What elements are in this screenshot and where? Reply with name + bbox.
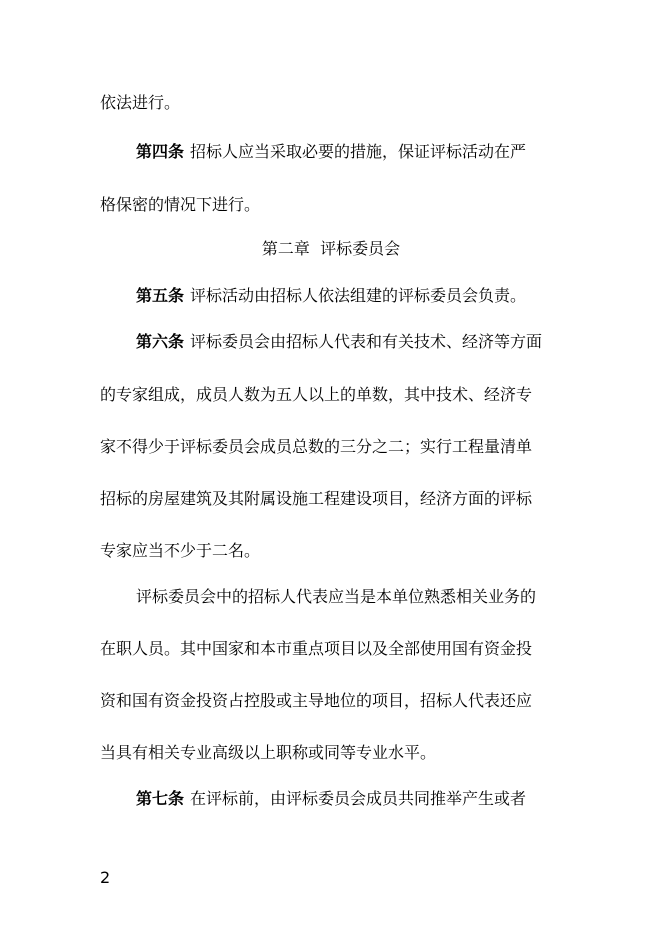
text-line-10 (100, 541, 260, 561)
article-number: 第六条 (136, 332, 185, 351)
chapter-title: 第二章 评标委员会 (261, 239, 401, 258)
line-text: 招标人应当采取必要的措施，保证评标活动在严 (190, 142, 527, 161)
text-line-3 (100, 195, 260, 215)
line-text: 在职人员。其中国家和本市重点项目以及全部使用国有资金投 (100, 639, 533, 658)
page-number: 2 (100, 868, 111, 887)
text-line-1 (100, 93, 180, 113)
article-6-line (136, 332, 542, 352)
article-number: 第四条 (136, 142, 185, 161)
text-line-14 (100, 743, 436, 763)
line-text: 依法进行。 (100, 93, 181, 112)
chapter-heading (0, 239, 662, 259)
line-text: 资和国有资金投资占控股或主导地位的项目，招标人代表还应 (100, 691, 533, 710)
text-line-8 (100, 437, 532, 457)
article-5-line (136, 286, 526, 306)
article-7-line (136, 789, 526, 809)
line-text: 当具有相关专业高级以上职称或同等专业水平。 (100, 743, 437, 762)
line-text: 的专家组成，成员人数为五人以上的单数，其中技术、经济专 (100, 385, 533, 404)
article-number: 第七条 (136, 789, 185, 808)
line-text: 在评标前，由评标委员会成员共同推举产生或者 (190, 789, 527, 808)
text-line-7 (100, 385, 532, 405)
text-line-12 (100, 639, 532, 659)
text-line-13 (100, 691, 532, 711)
line-text: 评标委员会中的招标人代表应当是本单位熟悉相关业务的 (136, 587, 537, 606)
line-text: 格保密的情况下进行。 (100, 195, 261, 214)
article-number: 第五条 (136, 286, 185, 305)
line-text: 家不得少于评标委员会成员总数的三分之二；实行工程量清单 (100, 437, 533, 456)
line-text: 专家应当不少于二名。 (100, 541, 261, 560)
article-4-line (136, 142, 526, 162)
line-text: 评标委员会由招标人代表和有关技术、经济等方面 (190, 332, 543, 351)
line-text: 评标活动由招标人依法组建的评标委员会负责。 (190, 286, 527, 305)
paragraph-start-line (136, 587, 536, 607)
line-text: 招标的房屋建筑及其附属设施工程建设项目，经济方面的评标 (100, 489, 533, 508)
text-line-9 (100, 489, 532, 509)
